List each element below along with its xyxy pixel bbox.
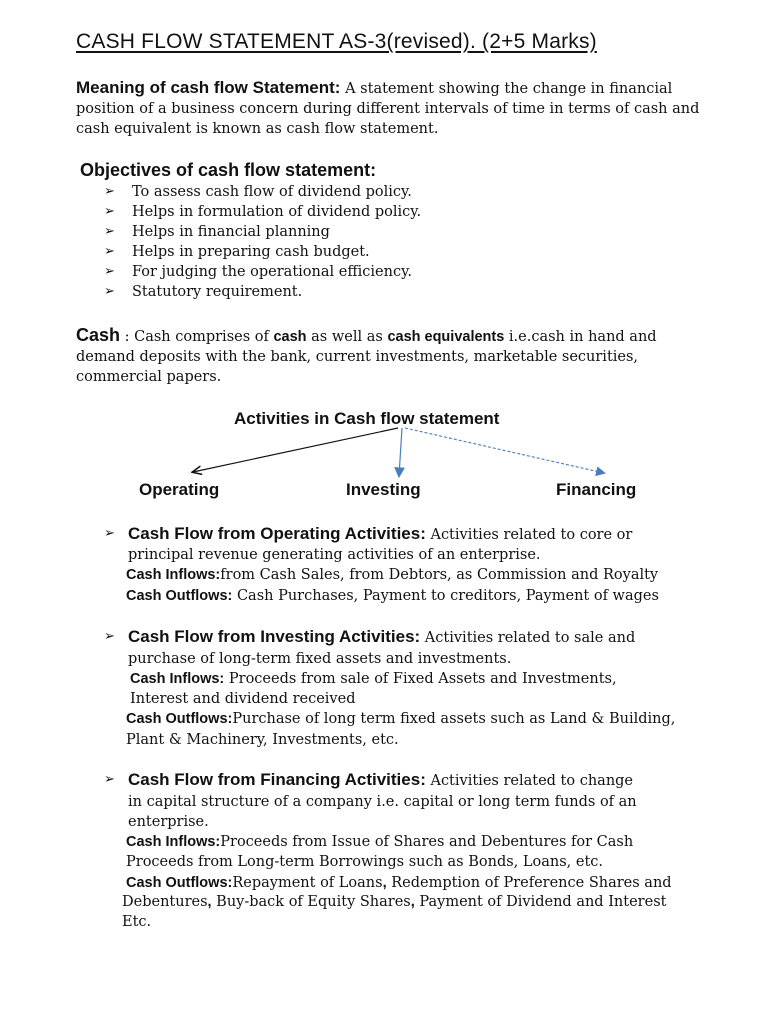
list-item: ➢ To assess cash flow of dividend policy. xyxy=(104,184,412,200)
operating-inflows: Cash Inflows:from Cash Sales, from Debtors, as Commission and Royalty xyxy=(126,567,659,583)
investing-title: Cash Flow from Investing Activities: xyxy=(128,627,421,646)
financing-desc-line-2: enterprise. xyxy=(128,814,209,830)
investing-label: Investing xyxy=(346,480,421,499)
activities-heading: Activities in Cash flow statement xyxy=(234,409,500,428)
investing-outflows-cont: Plant & Machinery, Investments, etc. xyxy=(126,732,399,748)
financing-desc-line: in capital structure of a company i.e. capital or long term funds of an xyxy=(128,794,637,810)
cash-paragraph: Cash : Cash comprises of cash as well as cash equivalents i.e.cash in hand and demand deposits with the bank, current investments, marketable securities, commercial papers. xyxy=(76,325,657,385)
arrow-bullet-icon: ➢ xyxy=(104,772,115,787)
investing-inflows-cont: Interest and dividend received xyxy=(130,691,356,707)
investing-head: ➢ Cash Flow from Investing Activities: Activities related to sale and xyxy=(104,627,636,646)
list-item: ➢ Helps in financial planning xyxy=(104,224,330,240)
page-title: CASH FLOW STATEMENT AS-3(revised). (2+5 Marks) xyxy=(76,30,597,53)
financing-outflows-end: Etc. xyxy=(122,914,152,930)
investing-outflows: Cash Outflows:Purchase of long term fixed assets such as Land & Building, xyxy=(126,711,676,727)
meaning-text: A statement showing the change in financial position of a business concern during different intervals of time in terms of cash and cash equivalent is known as cash flow statement. xyxy=(76,81,700,137)
operating-section xyxy=(104,524,704,545)
arrow-to-operating xyxy=(193,428,398,472)
meaning-label: Meaning of cash flow Statement: xyxy=(76,78,341,97)
financing-title: Cash Flow from Financing Activities: xyxy=(128,770,426,789)
list-item: ➢ Helps in formulation of dividend policy. xyxy=(104,204,422,220)
financing-head: ➢ Cash Flow from Financing Activities: Activities related to change xyxy=(104,770,634,789)
investing-inflows: Cash Inflows: Proceeds from sale of Fixed Assets and Investments, xyxy=(130,671,617,687)
arrow-bullet-icon: ➢ xyxy=(104,629,115,644)
objectives-heading: Objectives of cash flow statement: xyxy=(80,160,377,180)
financing-outflows: Cash Outflows:Repayment of Loans, Redemption of Preference Shares and xyxy=(126,875,672,891)
arrow-to-financing xyxy=(405,428,604,473)
financing-outflows-cont: Debentures, Buy-back of Equity Shares, Payment of Dividend and Interest xyxy=(122,894,667,910)
arrow-bullet-icon: ➢ xyxy=(104,224,115,239)
cash-label: Cash xyxy=(76,325,121,345)
arrow-bullet-icon: ➢ xyxy=(104,284,115,299)
financing-inflows-cont: Proceeds from Long-term Borrowings such as Bonds, Loans, etc. xyxy=(126,854,604,870)
financing-section xyxy=(104,770,704,791)
operating-title: Cash Flow from Operating Activities: xyxy=(128,524,426,543)
arrow-bullet-icon: ➢ xyxy=(104,204,115,219)
investing-section xyxy=(104,627,704,648)
operating-desc-line: principal revenue generating activities of an enterprise. xyxy=(128,547,541,563)
list-item: ➢ Statutory requirement. xyxy=(104,284,303,300)
financing-label: Financing xyxy=(556,480,637,499)
arrow-bullet-icon: ➢ xyxy=(104,244,115,259)
arrow-to-investing xyxy=(399,428,402,476)
arrow-bullet-icon: ➢ xyxy=(104,526,115,541)
operating-head: ➢ Cash Flow from Operating Activities: Activities related to core or xyxy=(104,524,633,543)
arrow-bullet-icon: ➢ xyxy=(104,184,115,199)
operating-outflows: Cash Outflows: Cash Purchases, Payment to creditors, Payment of wages xyxy=(126,588,659,604)
financing-inflows: Cash Inflows:Proceeds from Issue of Shares and Debentures for Cash xyxy=(126,834,634,850)
operating-label: Operating xyxy=(139,480,220,499)
list-item: ➢ For judging the operational efficiency. xyxy=(104,264,412,280)
investing-desc-line: purchase of long-term fixed assets and investments. xyxy=(128,651,512,667)
list-item: ➢ Helps in preparing cash budget. xyxy=(104,244,370,260)
arrow-bullet-icon: ➢ xyxy=(104,264,115,279)
